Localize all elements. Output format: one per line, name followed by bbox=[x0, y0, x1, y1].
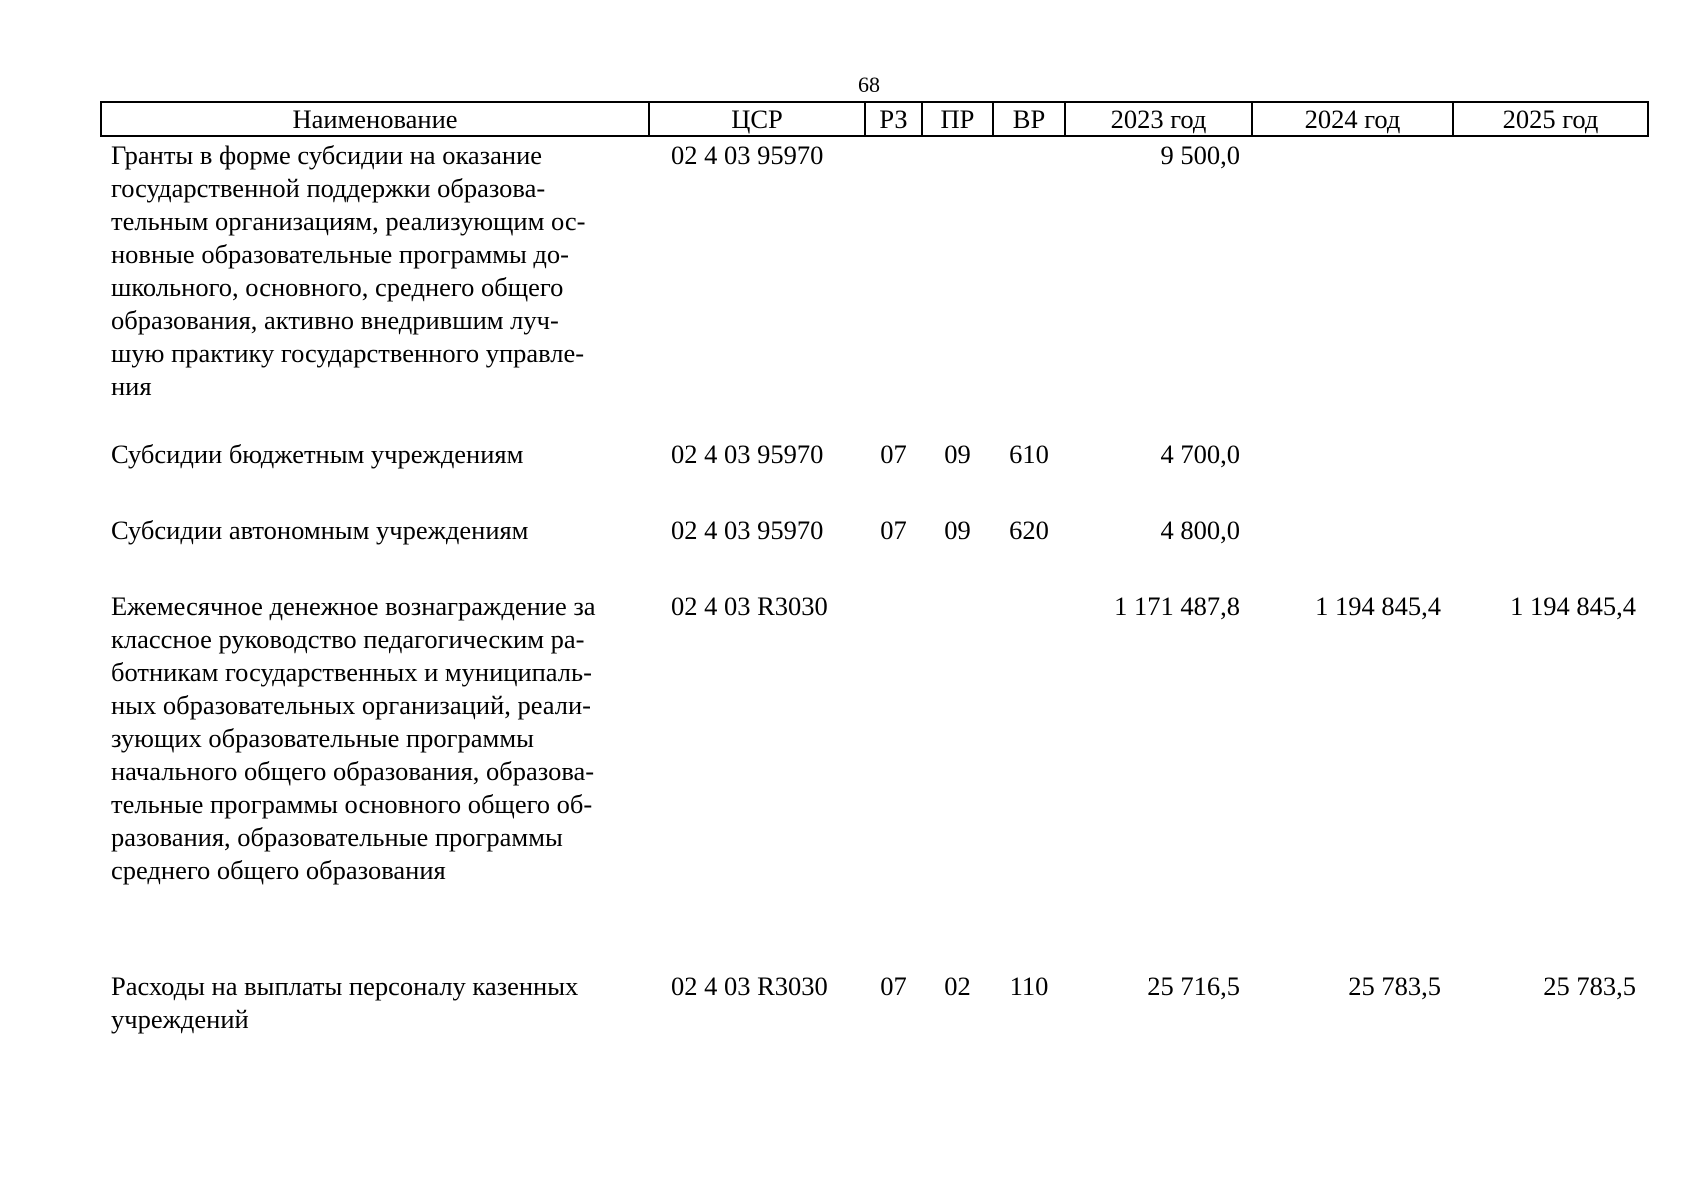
row-name-line: ных образовательных организаций, реали- bbox=[111, 690, 592, 720]
row-name-line: начального общего образования, образова- bbox=[111, 756, 595, 786]
row-2025 bbox=[1453, 136, 1648, 436]
row-name-cell bbox=[101, 436, 649, 512]
table-header-row bbox=[101, 102, 1648, 136]
row-2024 bbox=[1252, 436, 1453, 512]
row-rz: 07 bbox=[880, 971, 907, 1001]
row-pr: 09 bbox=[944, 439, 971, 469]
row-name-line: разования, образовательные программы bbox=[111, 822, 563, 852]
budget-table bbox=[100, 101, 1649, 1038]
row-2024: 25 783,5 bbox=[1348, 971, 1441, 1001]
row-name-line: школьного, основного, среднего общего bbox=[111, 272, 564, 302]
row-csr: 02 4 03 R3030 bbox=[671, 971, 828, 1001]
row-2024: 1 194 845,4 bbox=[1315, 591, 1441, 621]
row-name-line: Расходы на выплаты персоналу казенных bbox=[111, 971, 579, 1001]
row-2025 bbox=[1453, 436, 1648, 512]
row-2023: 4 700,0 bbox=[1160, 439, 1240, 469]
page-number: 68 bbox=[858, 72, 880, 97]
row-name-line: государственной поддержки образова- bbox=[111, 173, 546, 203]
row-name-line: тельным организациям, реализующим ос- bbox=[111, 206, 586, 236]
row-2023: 1 171 487,8 bbox=[1114, 591, 1240, 621]
row-name-line: зующих образовательные программы bbox=[111, 723, 534, 753]
row-rz bbox=[865, 588, 922, 968]
row-csr: 02 4 03 95970 bbox=[671, 140, 824, 170]
row-name-line: Ежемесячное денежное вознаграждение за bbox=[111, 591, 596, 621]
row-name-line: образования, активно внедрившим луч- bbox=[111, 305, 559, 335]
row-2025 bbox=[1453, 512, 1648, 588]
table-row bbox=[101, 136, 1648, 436]
table-row bbox=[101, 968, 1648, 1038]
row-name-line: Субсидии автономным учреждениям bbox=[111, 515, 529, 545]
row-vr: 110 bbox=[1009, 971, 1049, 1001]
row-csr: 02 4 03 95970 bbox=[671, 515, 824, 545]
row-name-cell bbox=[101, 512, 649, 588]
row-name-line: шую практику государственного управле- bbox=[111, 338, 585, 368]
row-rz: 07 bbox=[880, 439, 907, 469]
row-name-line: новные образовательные программы до- bbox=[111, 239, 569, 269]
row-rz: 07 bbox=[880, 515, 907, 545]
row-pr bbox=[922, 136, 993, 436]
header-pr: ПР bbox=[922, 102, 993, 136]
row-name-line: Субсидии бюджетным учреждениям bbox=[111, 439, 524, 469]
table-row bbox=[101, 588, 1648, 968]
row-2024 bbox=[1252, 512, 1453, 588]
row-name-line: среднего общего образования bbox=[111, 855, 446, 885]
table-row bbox=[101, 512, 1648, 588]
row-2025: 25 783,5 bbox=[1543, 971, 1636, 1001]
header-rz: РЗ bbox=[865, 102, 922, 136]
row-2025: 1 194 845,4 bbox=[1510, 591, 1636, 621]
row-csr: 02 4 03 95970 bbox=[671, 439, 824, 469]
row-name-line: ботникам государственных и муниципаль- bbox=[111, 657, 592, 687]
row-csr: 02 4 03 R3030 bbox=[671, 591, 828, 621]
row-name-cell bbox=[101, 136, 649, 436]
header-2025: 2025 год bbox=[1453, 102, 1648, 136]
row-pr: 02 bbox=[944, 971, 971, 1001]
row-name-line: Гранты в форме субсидии на оказание bbox=[111, 140, 543, 170]
header-2024: 2024 год bbox=[1252, 102, 1453, 136]
row-vr: 620 bbox=[1009, 515, 1049, 545]
row-2023: 9 500,0 bbox=[1160, 140, 1240, 170]
row-vr: 610 bbox=[1009, 439, 1049, 469]
row-name-cell bbox=[101, 968, 649, 1038]
row-name-line: классное руководство педагогическим ра- bbox=[111, 624, 585, 654]
row-pr bbox=[922, 588, 993, 968]
header-2023: 2023 год bbox=[1065, 102, 1252, 136]
row-name-line: тельные программы основного общего об- bbox=[111, 789, 593, 819]
row-name-line: учреждений bbox=[111, 1004, 249, 1034]
table-row bbox=[101, 436, 1648, 512]
row-name-line: ния bbox=[111, 371, 152, 401]
row-vr bbox=[993, 136, 1065, 436]
row-pr: 09 bbox=[944, 515, 971, 545]
row-vr bbox=[993, 588, 1065, 968]
header-name: Наименование bbox=[101, 102, 649, 136]
header-csr: ЦСР bbox=[649, 102, 865, 136]
header-vr: ВР bbox=[993, 102, 1065, 136]
row-2023: 25 716,5 bbox=[1147, 971, 1240, 1001]
row-name-cell bbox=[101, 588, 649, 968]
row-rz bbox=[865, 136, 922, 436]
row-2024 bbox=[1252, 136, 1453, 436]
row-2023: 4 800,0 bbox=[1160, 515, 1240, 545]
